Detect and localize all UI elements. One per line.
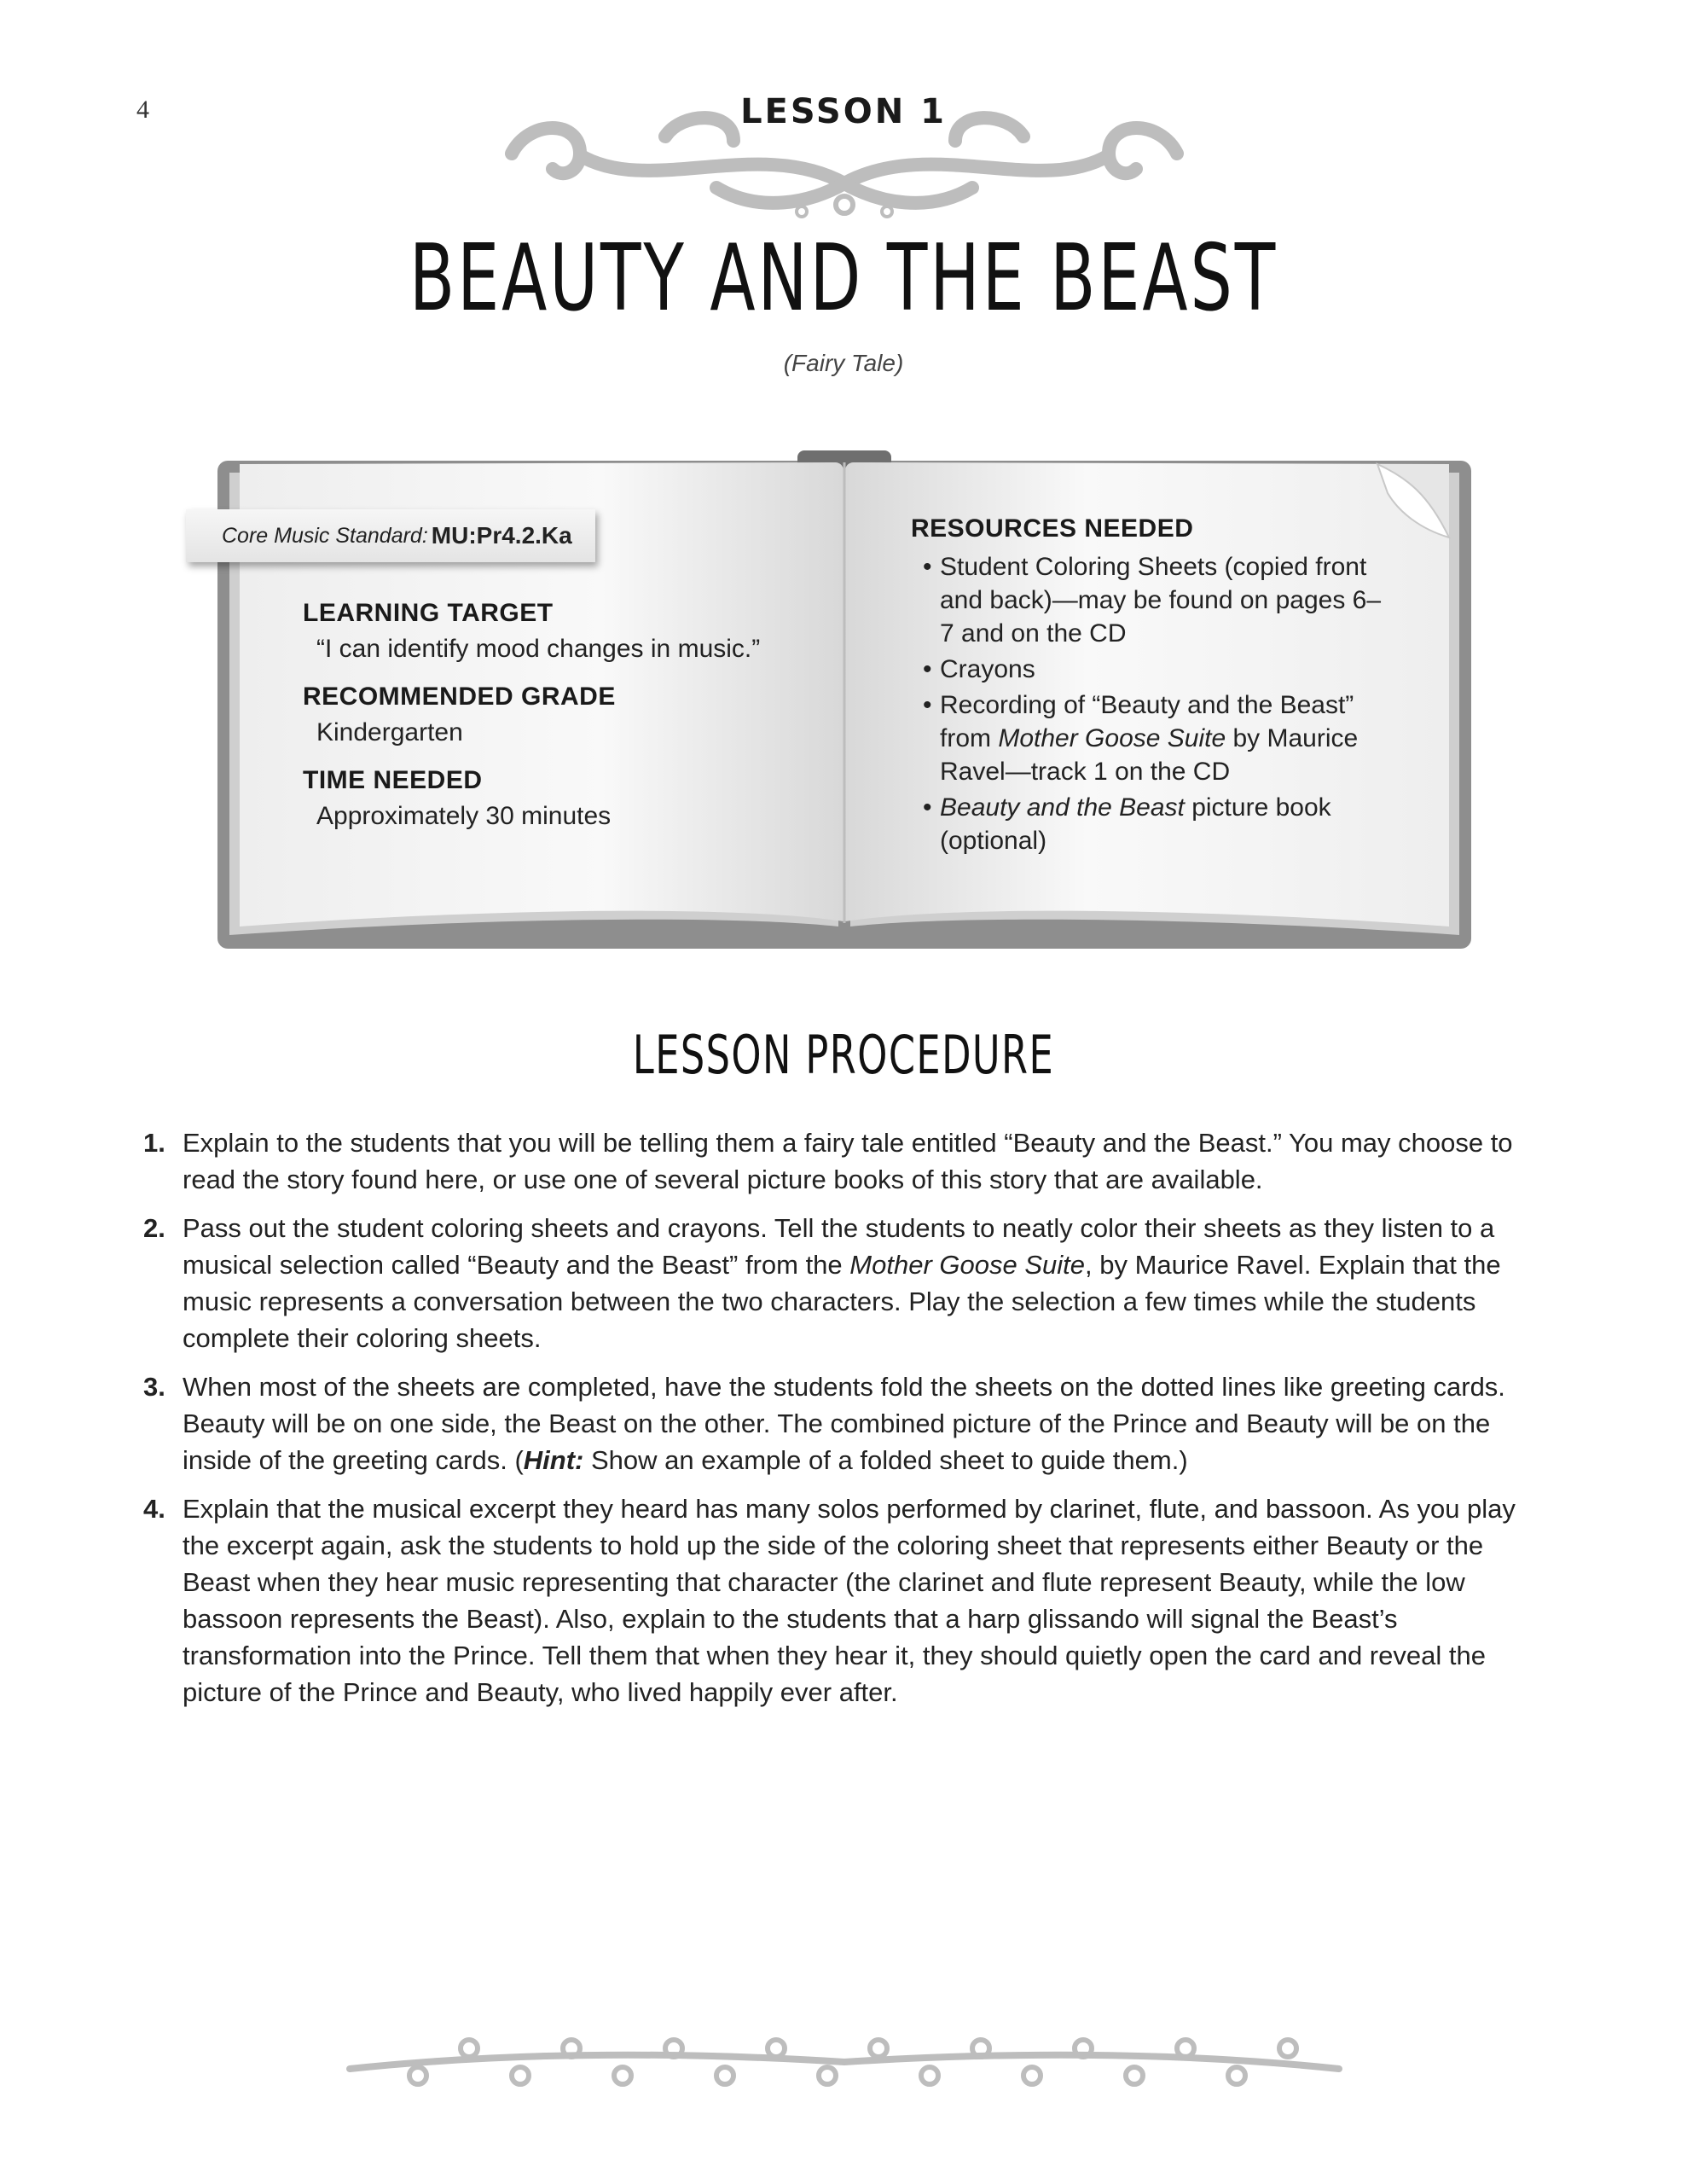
step-text: Pass out the student coloring sheets and crayons. Tell the students to neatly color their sheets as they listen to a musical selection called “Beauty and the Beast” from the [183,1213,1495,1280]
procedure-step-2 [143,1210,1525,1356]
page-subtitle: (Fairy Tale) [783,350,904,376]
step-number: 1. [143,1128,165,1158]
time-needed-heading: TIME NEEDED [303,766,483,794]
standard-label: Core Music Standard: [222,523,428,548]
right-page-content [911,514,1388,860]
learning-target-value: “I can identify mood changes in music.” [316,635,761,663]
lesson-procedure-heading: LESSON PROCEDURE [632,1024,1055,1086]
resource-item: • Student Coloring Sheets (copied front and back)—may be found on pages 6–7 and on the CD [923,550,1388,650]
step-number: 3. [143,1372,165,1402]
resource-item: • Crayons [923,653,1388,686]
standard-value: MU:Pr4.2.Ka [431,522,572,549]
lesson-label: LESSON 1 [740,92,947,131]
recommended-grade-value: Kindergarten [316,718,463,746]
step-text: Explain to the students that you will be telling them a fairy tale entitled “Beauty and the Beast.” You may choose to read the story found here, or use one of several picture books of this story that are available. [183,1128,1513,1194]
page-title: BEAUTY AND THE BEAST [409,225,1278,332]
step-text: Show an example of a folded sheet to guide them.) [583,1445,1188,1475]
resource-item: • Beauty and the Beast picture book (optional) [923,791,1388,857]
resources-list [911,550,1388,857]
core-music-standard-tab [186,509,595,562]
resources-needed-heading: RESOURCES NEEDED [911,514,1194,543]
page-number: 4 [136,96,149,124]
left-page-content [303,599,815,850]
time-needed-value: Approximately 30 minutes [316,802,612,830]
step-text: When most of the sheets are completed, have the students fold the sheets on the dotted lines like greeting cards. Beauty will be on one side, the Beast on the other. The combined picture of the Prince and Beauty will be on the inside of the greeting cards. ( [183,1372,1505,1475]
step-text: Mother Goose Suite [849,1250,1085,1280]
step-number: 2. [143,1213,165,1243]
procedure-step-3 [143,1368,1525,1478]
resource-item: • Recording of “Beauty and the Beast” from Mother Goose Suite by Maurice Ravel—track 1 on the CD [923,688,1388,788]
step-text: , by Maurice Ravel. Explain that the music represents a conversation between the two characters. Play the selection a few times while the students complete their coloring sheets. [183,1250,1501,1353]
step-text: Hint: [523,1445,584,1475]
step-text: Explain that the musical excerpt they heard has many solos performed by clarinet, flute, and bassoon. As you play the excerpt again, ask the students to hold up the side of the coloring sheet that represents either Beauty or the Beast when they hear music representing that character (the clarinet and flute represent Beauty, while the low bassoon represents the Beast). Also, explain to the students that a harp glissando will signal the Beast’s transformation into the Prince. Tell them that when they hear it, they should quietly open the card and reveal the picture of the Prince and Beauty, who lived happily ever after. [183,1494,1516,1707]
ornamental-vine-bottom [341,2026,1348,2094]
procedure-step-4 [143,1490,1525,1711]
procedure-step-1 [143,1124,1525,1198]
step-number: 4. [143,1494,165,1524]
recommended-grade-heading: RECOMMENDED GRADE [303,682,616,711]
procedure-steps-list [143,1124,1525,1722]
learning-target-heading: LEARNING TARGET [303,599,554,627]
